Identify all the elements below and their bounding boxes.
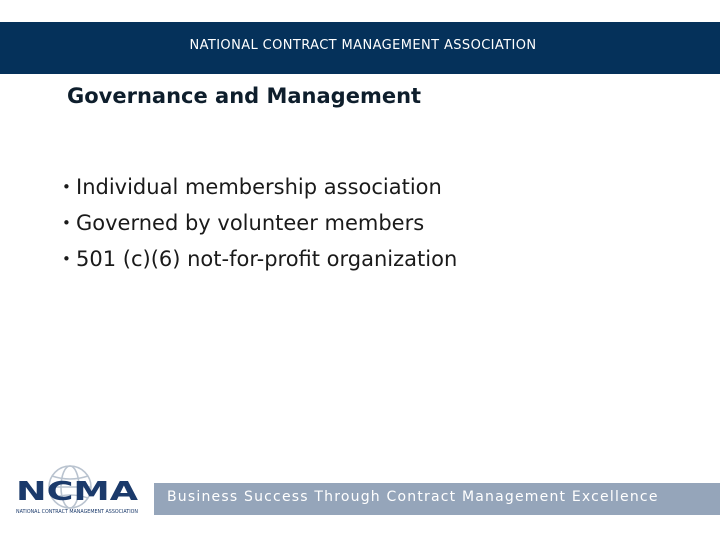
bullet-item — [62, 208, 457, 244]
org-name-header: NATIONAL CONTRACT MANAGEMENT ASSOCIATION — [189, 38, 537, 53]
footer-bar — [154, 483, 720, 515]
bullet-list — [62, 172, 457, 280]
ncma-logo-graphic — [14, 462, 142, 520]
bullet-text: Governed by volunteer members — [76, 211, 425, 235]
slide-title: Governance and Management — [67, 84, 422, 108]
bullet-dot-icon: • — [62, 214, 71, 232]
bullet-text: Individual membership association — [76, 175, 442, 199]
header-bar — [0, 22, 720, 74]
bullet-item — [62, 244, 457, 280]
ncma-logo — [14, 462, 142, 520]
logo-subtext: NATIONAL CONTRACT MANAGEMENT ASSOCIATION — [16, 509, 139, 515]
bullet-dot-icon: • — [62, 178, 71, 196]
logo-letters: NCMA — [16, 477, 138, 507]
bullet-item — [62, 172, 457, 208]
footer-tagline: Business Success Through Contract Management Excellence — [167, 489, 659, 505]
bullet-text: 501 (c)(6) not-for-profit organization — [76, 247, 458, 271]
bullet-dot-icon: • — [62, 250, 71, 268]
